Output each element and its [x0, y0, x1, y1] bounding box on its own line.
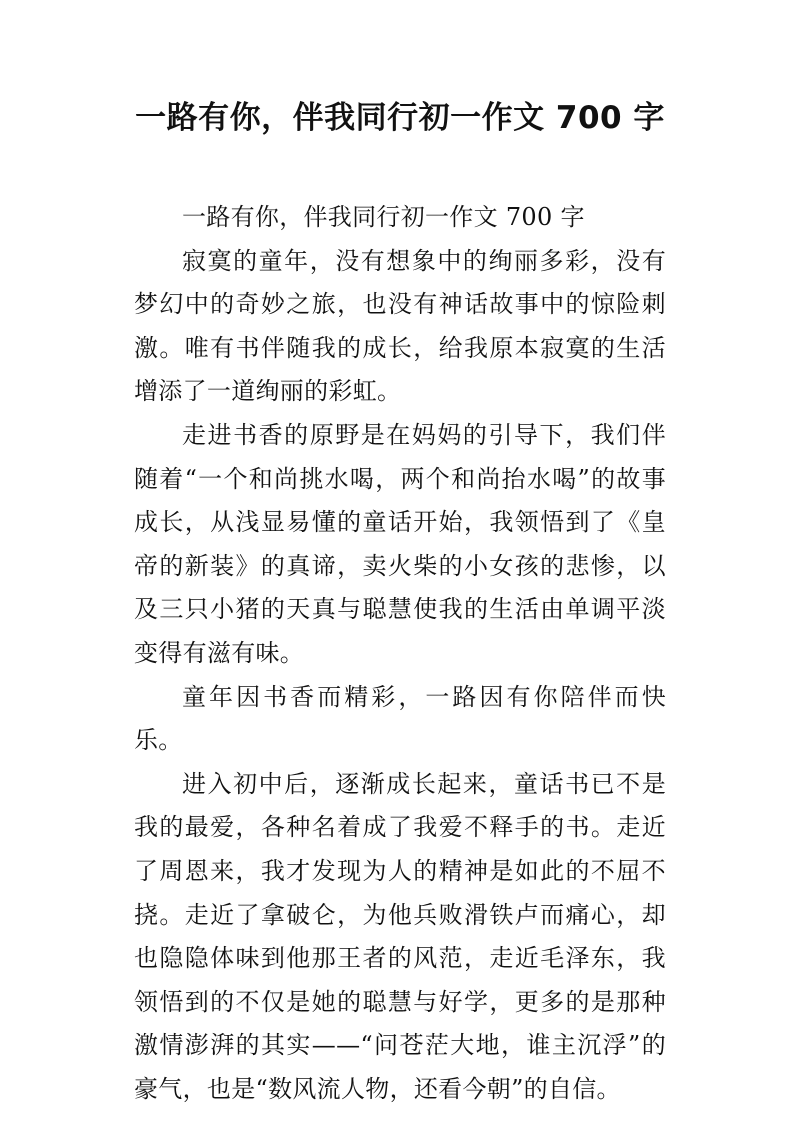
- document-body: [134, 196, 666, 1111]
- paragraph-subtitle: 一路有你，伴我同行初一作文 700 字: [182, 203, 585, 231]
- paragraph-reading-journey: 走进书香的原野是在妈妈的引导下，我们伴随着“一个和尚挑水喝，两个和尚抬水喝”的故事成长，从浅显易懂的童话开始，我领悟到了《皇帝的新装》的真谛，卖火柴的小女孩的悲惨，以及三只小猪的天真与聪慧使我的生活由单调平淡变得有滋有味。: [134, 420, 666, 667]
- paragraph-summary: 童年因书香而精彩，一路因有你陪伴而快乐。: [134, 682, 666, 755]
- paragraph-junior-high: 进入初中后，逐渐成长起来，童话书已不是我的最爱，各种名着成了我爱不释手的书。走近了周恩来，我才发现为人的精神是如此的不屈不挠。走近了拿破仑，为他兵败滑铁卢而痛心，却也隐隐体味到他那王者的风范，走近毛泽东，我领悟到的不仅是她的聪慧与好学，更多的是那种激情澎湃的其实——“问苍茫大地，谁主沉浮”的豪气，也是“数风流人物，还看今朝”的自信。: [134, 769, 666, 1103]
- paragraph-childhood: 寂寞的童年，没有想象中的绚丽多彩，没有梦幻中的奇妙之旅，也没有神话故事中的惊险刺激。唯有书伴随我的成长，给我原本寂寞的生活增添了一道绚丽的彩虹。: [134, 246, 666, 406]
- document-title: 一路有你，伴我同行初一作文 700 字: [135, 100, 665, 136]
